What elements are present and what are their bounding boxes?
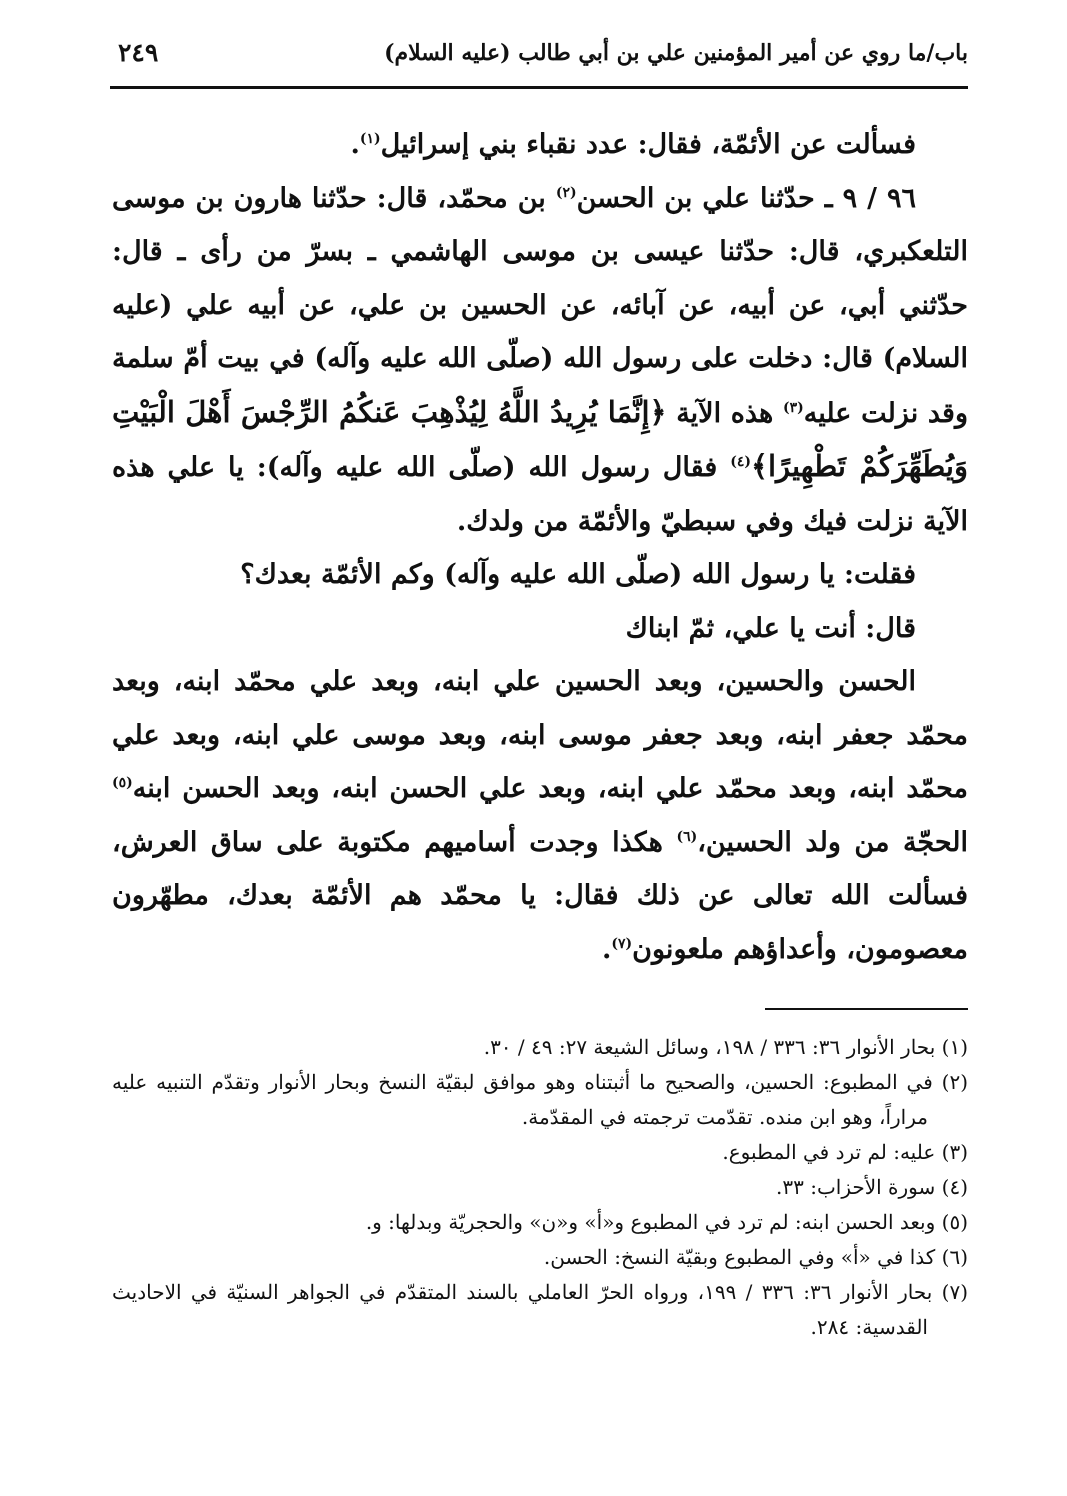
footnote-ref-5[interactable]: (٥)	[112, 775, 133, 791]
quran-verse: ﴿إِنَّمَا يُرِيدُ اللَّهُ لِيُذْهِبَ عَنكُمُ الرِّجْسَ أَهْلَ الْبَيْتِ وَيُطَهِّرَكُمْ تَطْهِيرًا﴾	[112, 394, 968, 483]
footnote-7: (٧) بحار الأنوار ٣٦: ٣٣٦ / ١٩٩، ورواه الحرّ العاملي بالسند المتقدّم في الجواهر السنيّة في الاحاديث القدسية: ٢٨٤.	[112, 1280, 969, 1339]
footnote-ref-4[interactable]: (٤)	[730, 454, 751, 470]
paragraph-1: فسألت عن الأئمّة، فقال: عدد نقباء بني إسرائيل$^{(١)}$.	[350, 129, 916, 160]
page-number: ٢٤٩	[118, 38, 159, 67]
footnote-ref-2[interactable]: (٢)	[555, 184, 577, 201]
footnotes	[112, 1030, 968, 1345]
footnote-4: (٤) سورة الأحزاب: ٣٣.	[776, 1175, 968, 1199]
paragraph-3: فقلت: يا رسول الله (صلّى الله عليه وآله) وكم الأئمّة بعدك؟	[240, 559, 916, 590]
footnote-2: (٢) في المطبوع: الحسين، والصحيح ما أثبتناه وهو موافق لبقيّة النسخ وبحار الأنوار وتقدّم التنبيه عليه مراراً، وهو ابن منده. تقدّمت ترجمته في المقدّمة.	[112, 1070, 968, 1129]
main-text	[112, 118, 968, 976]
footnote-ref-3[interactable]: (٣)	[782, 399, 804, 416]
header-rule	[110, 86, 968, 89]
footnote-5: (٥) وبعد الحسن ابنه: لم ترد في المطبوع و«أ» و«ن» والحجريّة وبدلها: و.	[365, 1210, 968, 1234]
paragraph-5: الحسن والحسين، وبعد الحسين علي ابنه، وبعد علي محمّد ابنه، وبعد محمّد جعفر ابنه، وبعد جعفر موسى ابنه، وبعد موسى علي ابنه، وبعد علي محمّد ابنه، وبعد محمّد علي ابنه، وبعد علي الحسن ابنه، وبعد الحسن ابنه$^{(٥)}$ الحجّة من ولد الحسين،$^{(٦)}$ هكذا وجدت أساميهم مكتوبة على ساق العرش، فسألت الله تعالى عن ذلك فقال: يا محمّد هم الأئمّة بعدك، مطهّرون معصومون، وأعداؤهم ملعونون$^{(٧)}$.	[112, 666, 969, 965]
footnote-ref-6[interactable]: (٦)	[676, 828, 698, 845]
paragraph-4: قال: أنت يا علي، ثمّ ابناك	[625, 612, 916, 644]
header-title: باب/ما روي عن أمير المؤمنين علي بن أبي طالب (عليه السلام)	[384, 40, 968, 66]
footnote-ref-7[interactable]: (٧)	[611, 935, 633, 952]
footnote-3: (٣) عليه: لم ترد في المطبوع.	[722, 1140, 968, 1164]
footnote-ref-1[interactable]: (١)	[359, 131, 381, 147]
footnote-separator	[765, 1008, 968, 1010]
footnote-6: (٦) كذا في «أ» وفي المطبوع وبقيّة النسخ: الحسن.	[543, 1245, 968, 1269]
paragraph-2: ٩٦ / ٩ ـ حدّثنا علي بن الحسن$^{(٢)}$ بن محمّد، قال: حدّثنا هارون بن موسى التلعكبري، قال: حدّثنا عيسى بن موسى الهاشمي ـ بسرّ من رأى ـ قال: حدّثني أبي، عن أبيه، عن آبائه، عن الحسين بن علي، عن أبيه علي (عليه السلام) قال: دخلت على رسول الله (صلّى الله عليه وآله) في بيت أمّ سلمة وقد نزلت عليه$^{(٣)}$ هذه الآية ﴿إِنَّمَا يُرِيدُ اللَّهُ لِيُذْهِبَ عَنكُمُ الرِّجْسَ أَهْلَ الْبَيْتِ وَيُطَهِّرَكُمْ تَطْهِيرًا﴾$^{(٤)}$ فقال رسول الله (صلّى الله عليه وآله): يا علي هذه الآية نزلت فيك وفي سبطيّ والأئمّة من ولدك.	[112, 182, 968, 537]
footnote-1: (١) بحار الأنوار ٣٦: ٣٣٦ / ١٩٨، وسائل الشيعة ٢٧: ٤٩ / ٣٠.	[483, 1035, 968, 1059]
running-header	[110, 34, 968, 90]
